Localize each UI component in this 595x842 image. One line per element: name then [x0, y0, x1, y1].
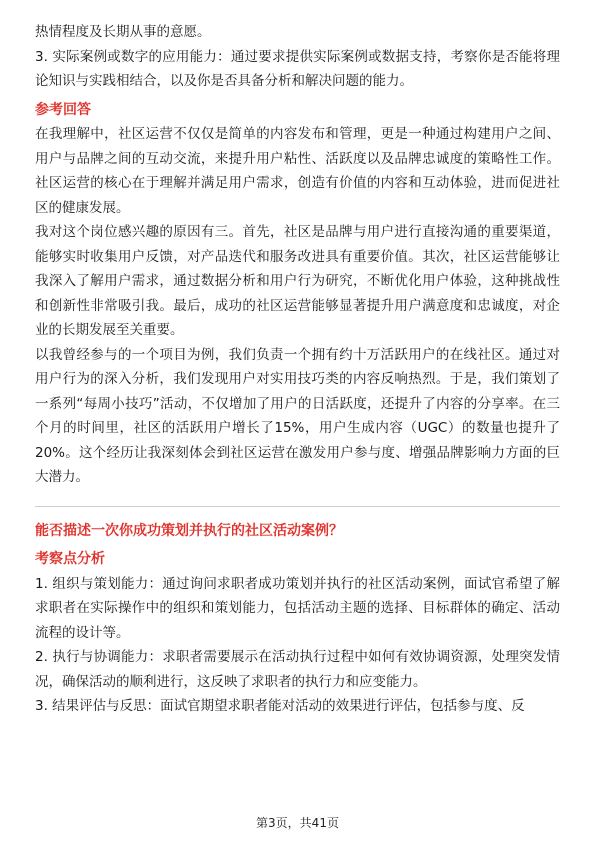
analysis-heading: 考察点分析 [35, 551, 105, 567]
question-point-1: 1. 组织与策划能力：通过询问求职者成功策划并执行的社区活动案例，面试官希望了解求职者在实际操作中的组织和策划能力，包括活动主题的选择、目标群体的确定、活动流程的设计等。 [35, 575, 560, 641]
question-title: 能否描述一次你成功策划并执行的社区活动案例？ [35, 522, 343, 539]
analysis-point-3: 3. 实际案例或数字的应用能力：通过要求提供实际案例或数据支持，考察你是否能将理论知识与实践相结合，以及你是否具备分析和解决问题的能力。 [35, 48, 560, 89]
question-point-3: 3. 结果评估与反思：面试官期望求职者能对活动的效果进行评估，包括参与度、反 [35, 698, 525, 714]
answer-heading: 参考回答 [35, 101, 91, 118]
answer-paragraph-2: 我对这个岗位感兴趣的原因有三。首先，社区是品牌与用户进行直接沟通的重要渠道，能够实时收集用户反馈，对产品迭代和服务改进具有重要价值。其次，社区运营能够让我深入了解用户需求，通过数据分析和用户行为研究，不断优化用户体验，这种挑战性和创新性非常吸引我。最后，成功的社区运营能够显著提升用户满意度和忠诚度，对企业的长期发展至关重要。 [35, 224, 560, 338]
page-content [35, 20, 560, 719]
continued-text: 热情程度及长期从事的意愿。 [35, 24, 211, 40]
answer-paragraph-1: 在我理解中，社区运营不仅仅是简单的内容发布和管理，更是一种通过构建用户之间、用户与品牌之间的互动交流，来提升用户粘性、活跃度以及品牌忠诚度的策略性工作。社区运营的核心在于理解并满足用户需求，创造有价值的内容和互动体验，进而促进社区的健康发展。 [35, 126, 560, 216]
question-point-2: 2. 执行与协调能力：求职者需要展示在活动执行过程中如何有效协调资源，处理突发情况，确保活动的顺利进行，这反映了求职者的执行力和应变能力。 [35, 649, 560, 690]
answer-paragraph-3: 以我曾经参与的一个项目为例，我们负责一个拥有约十万活跃用户的在线社区。通过对用户行为的深入分析，我们发现用户对实用技巧类的内容反响热烈。于是，我们策划了一系列“每周小技巧”活动，不仅增加了用户的日活跃度，还提升了内容的分享率。在三个月的时间里，社区的活跃用户增长了15%，用户生成内容（UGC）的数量也提升了20%。这个经历让我深刻体会到社区运营在激发用户参与度、增强品牌影响力方面的巨大潜力。 [35, 346, 560, 485]
page-number: 第3页，共41页 [256, 816, 339, 830]
section-divider [35, 506, 560, 507]
